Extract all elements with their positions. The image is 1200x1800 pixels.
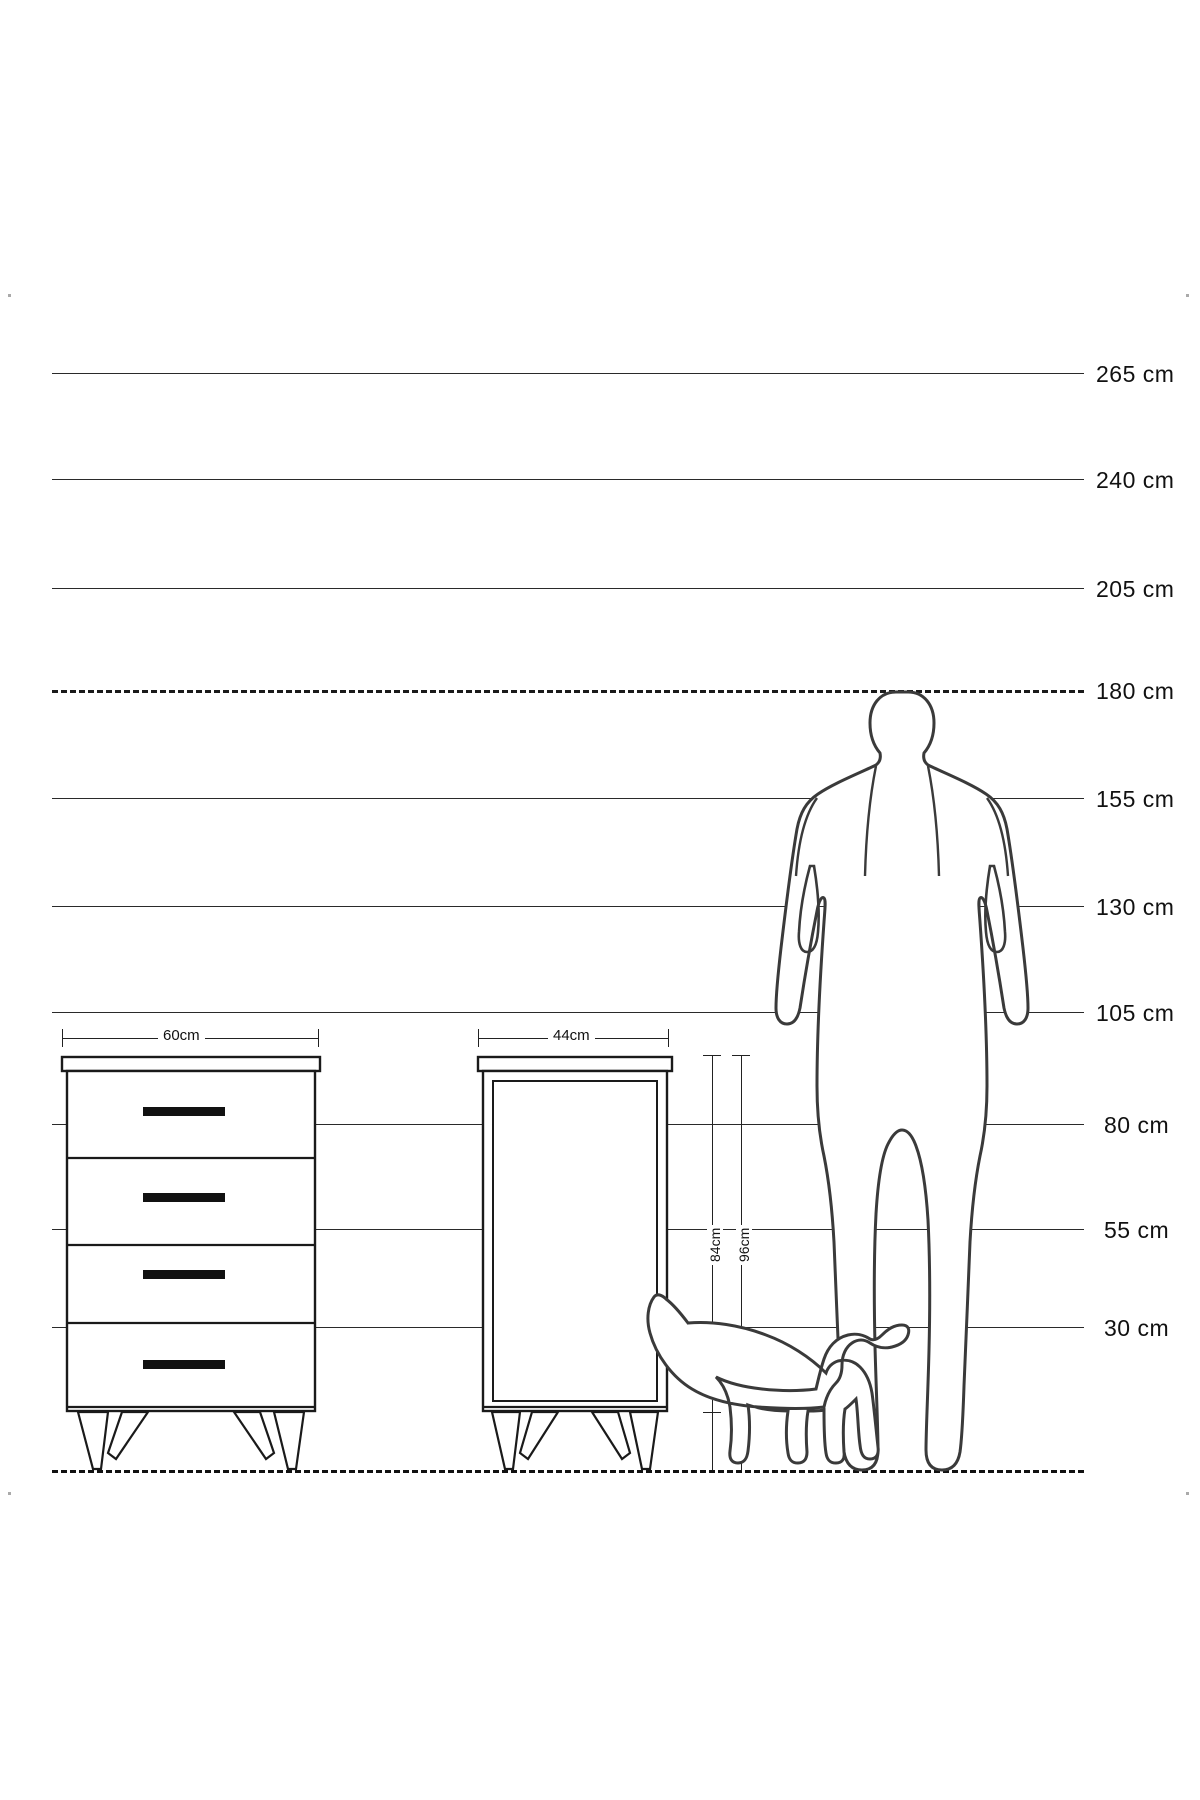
- scale-label-265: 265 cm: [1096, 361, 1175, 387]
- corner-mark-bottom-left: [8, 1492, 11, 1495]
- cabinet-width-tick-left: [478, 1029, 479, 1047]
- scale-label-105: 105 cm: [1096, 1000, 1175, 1026]
- height-96-label: 96cm: [736, 1225, 752, 1265]
- height-96-tick-top: [732, 1055, 750, 1056]
- height-84-tick-top: [703, 1055, 721, 1056]
- corner-mark-top-right: [1186, 294, 1189, 297]
- scale-line-265: [52, 373, 1084, 374]
- scale-label-240: 240 cm: [1096, 467, 1175, 493]
- cabinet-width-label: 44cm: [548, 1027, 595, 1044]
- scale-label-55: 55 cm: [1104, 1217, 1170, 1243]
- scale-label-130: 130 cm: [1096, 894, 1175, 920]
- dresser-width-tick-right: [318, 1029, 319, 1047]
- scale-label-205: 205 cm: [1096, 576, 1175, 602]
- height-84-label: 84cm: [707, 1225, 723, 1265]
- dresser-width-label: 60cm: [158, 1027, 205, 1044]
- scale-label-30: 30 cm: [1104, 1315, 1170, 1341]
- scale-label-155: 155 cm: [1096, 786, 1175, 812]
- four-drawer-dresser: [60, 1055, 322, 1475]
- scale-line-205: [52, 588, 1084, 589]
- dresser-width-tick-left: [62, 1029, 63, 1047]
- corner-mark-bottom-right: [1186, 1492, 1189, 1495]
- cabinet-width-tick-right: [668, 1029, 669, 1047]
- scale-label-80: 80 cm: [1104, 1112, 1170, 1138]
- scale-line-240: [52, 479, 1084, 480]
- scale-label-180: 180 cm: [1096, 678, 1175, 704]
- corner-mark-top-left: [8, 294, 11, 297]
- walking-cat-silhouette: [640, 1285, 920, 1475]
